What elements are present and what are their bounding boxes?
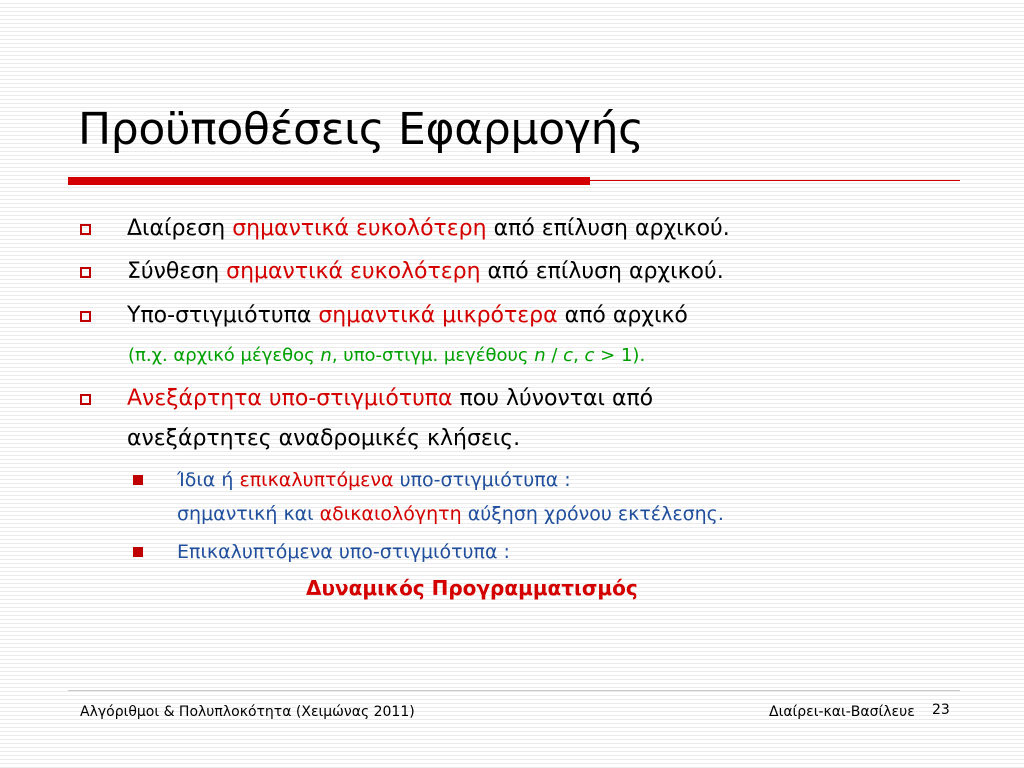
bullet-1-text-a: Διαίρεση	[127, 216, 233, 241]
emphasis-dynamic-programming: Δυναμικός Προγραμματισμός	[306, 576, 638, 600]
footer-course: Αλγόριθμοι & Πολυπλοκότητα (Χειμώνας 2011)	[80, 704, 415, 720]
bullet-2-text-b: από επίλυση αρχικού.	[480, 259, 724, 284]
solid-square-bullet-icon	[133, 475, 143, 485]
bullet-3-example-note	[128, 343, 645, 369]
sub-bullet-1-text-a: Ίδια ή	[177, 469, 240, 491]
note-var-c: c	[584, 345, 595, 366]
footer-section: Διαίρει-και-Βασίλευε	[769, 704, 915, 720]
sub-bullet-1-text-b: υπο-στιγμιότυπα :	[393, 469, 571, 491]
bullet-4-highlight: Ανεξάρτητα υπο-στιγμιότυπα	[127, 386, 453, 411]
bullet-2	[127, 257, 724, 287]
slide-title: Προϋποθέσεις Εφαρμογής	[78, 104, 644, 155]
sub-bullet-1-line-2-text-a: σημαντική και	[177, 503, 320, 525]
bullet-2-text-a: Σύνθεση	[127, 259, 227, 284]
bullet-4-text: που λύνονται από	[452, 386, 654, 411]
sub-bullet-1-highlight: επικαλυπτόμενα	[239, 469, 394, 491]
sub-bullet-1-line-2-highlight: αδικαιολόγητη	[319, 503, 462, 525]
hollow-square-bullet-icon	[80, 394, 91, 405]
sub-bullet-1-line-1	[177, 467, 571, 493]
bullet-1-text-b: από επίλυση αρχικού.	[486, 216, 730, 241]
solid-square-bullet-icon	[133, 547, 143, 557]
hollow-square-bullet-icon	[80, 267, 91, 278]
bullet-4	[127, 384, 653, 414]
hollow-square-bullet-icon	[80, 224, 91, 235]
note-text: > 1).	[594, 345, 646, 366]
hollow-square-bullet-icon	[80, 311, 91, 322]
note-text: /	[545, 345, 564, 366]
note-var-n: n	[534, 345, 546, 366]
page-number: 23	[932, 702, 950, 718]
sub-bullet-1-line-2-text-b: αύξηση χρόνου εκτέλεσης.	[461, 503, 724, 525]
footer-rule	[68, 690, 960, 691]
bullet-1-highlight: σημαντικά ευκολότερη	[232, 216, 487, 241]
sub-bullet-2-text: Επικαλυπτόμενα υπο-στιγμιότυπα :	[177, 541, 510, 563]
note-var-c: c	[563, 345, 574, 366]
bullet-1	[127, 214, 730, 244]
sub-bullet-2-line-1	[177, 539, 510, 565]
sub-bullet-1-line-2	[177, 501, 724, 527]
note-var-n: n	[320, 345, 332, 366]
bullet-3-text-a: Υπο-στιγμιότυπα	[127, 303, 319, 328]
bullet-3	[127, 301, 688, 331]
bullet-3-text-b: από αρχικό	[557, 303, 688, 328]
note-text: ,	[573, 345, 585, 366]
bullet-4-continuation: ανεξάρτητες αναδρομικές κλήσεις.	[127, 426, 521, 451]
bullet-2-highlight: σημαντικά ευκολότερη	[226, 259, 481, 284]
title-accent-bar	[68, 177, 590, 185]
note-text: , υπο-στιγμ. μεγέθους	[331, 345, 535, 366]
note-text: (π.χ. αρχικό μέγεθος	[128, 345, 321, 366]
bullet-3-highlight: σημαντικά μικρότερα	[318, 303, 558, 328]
